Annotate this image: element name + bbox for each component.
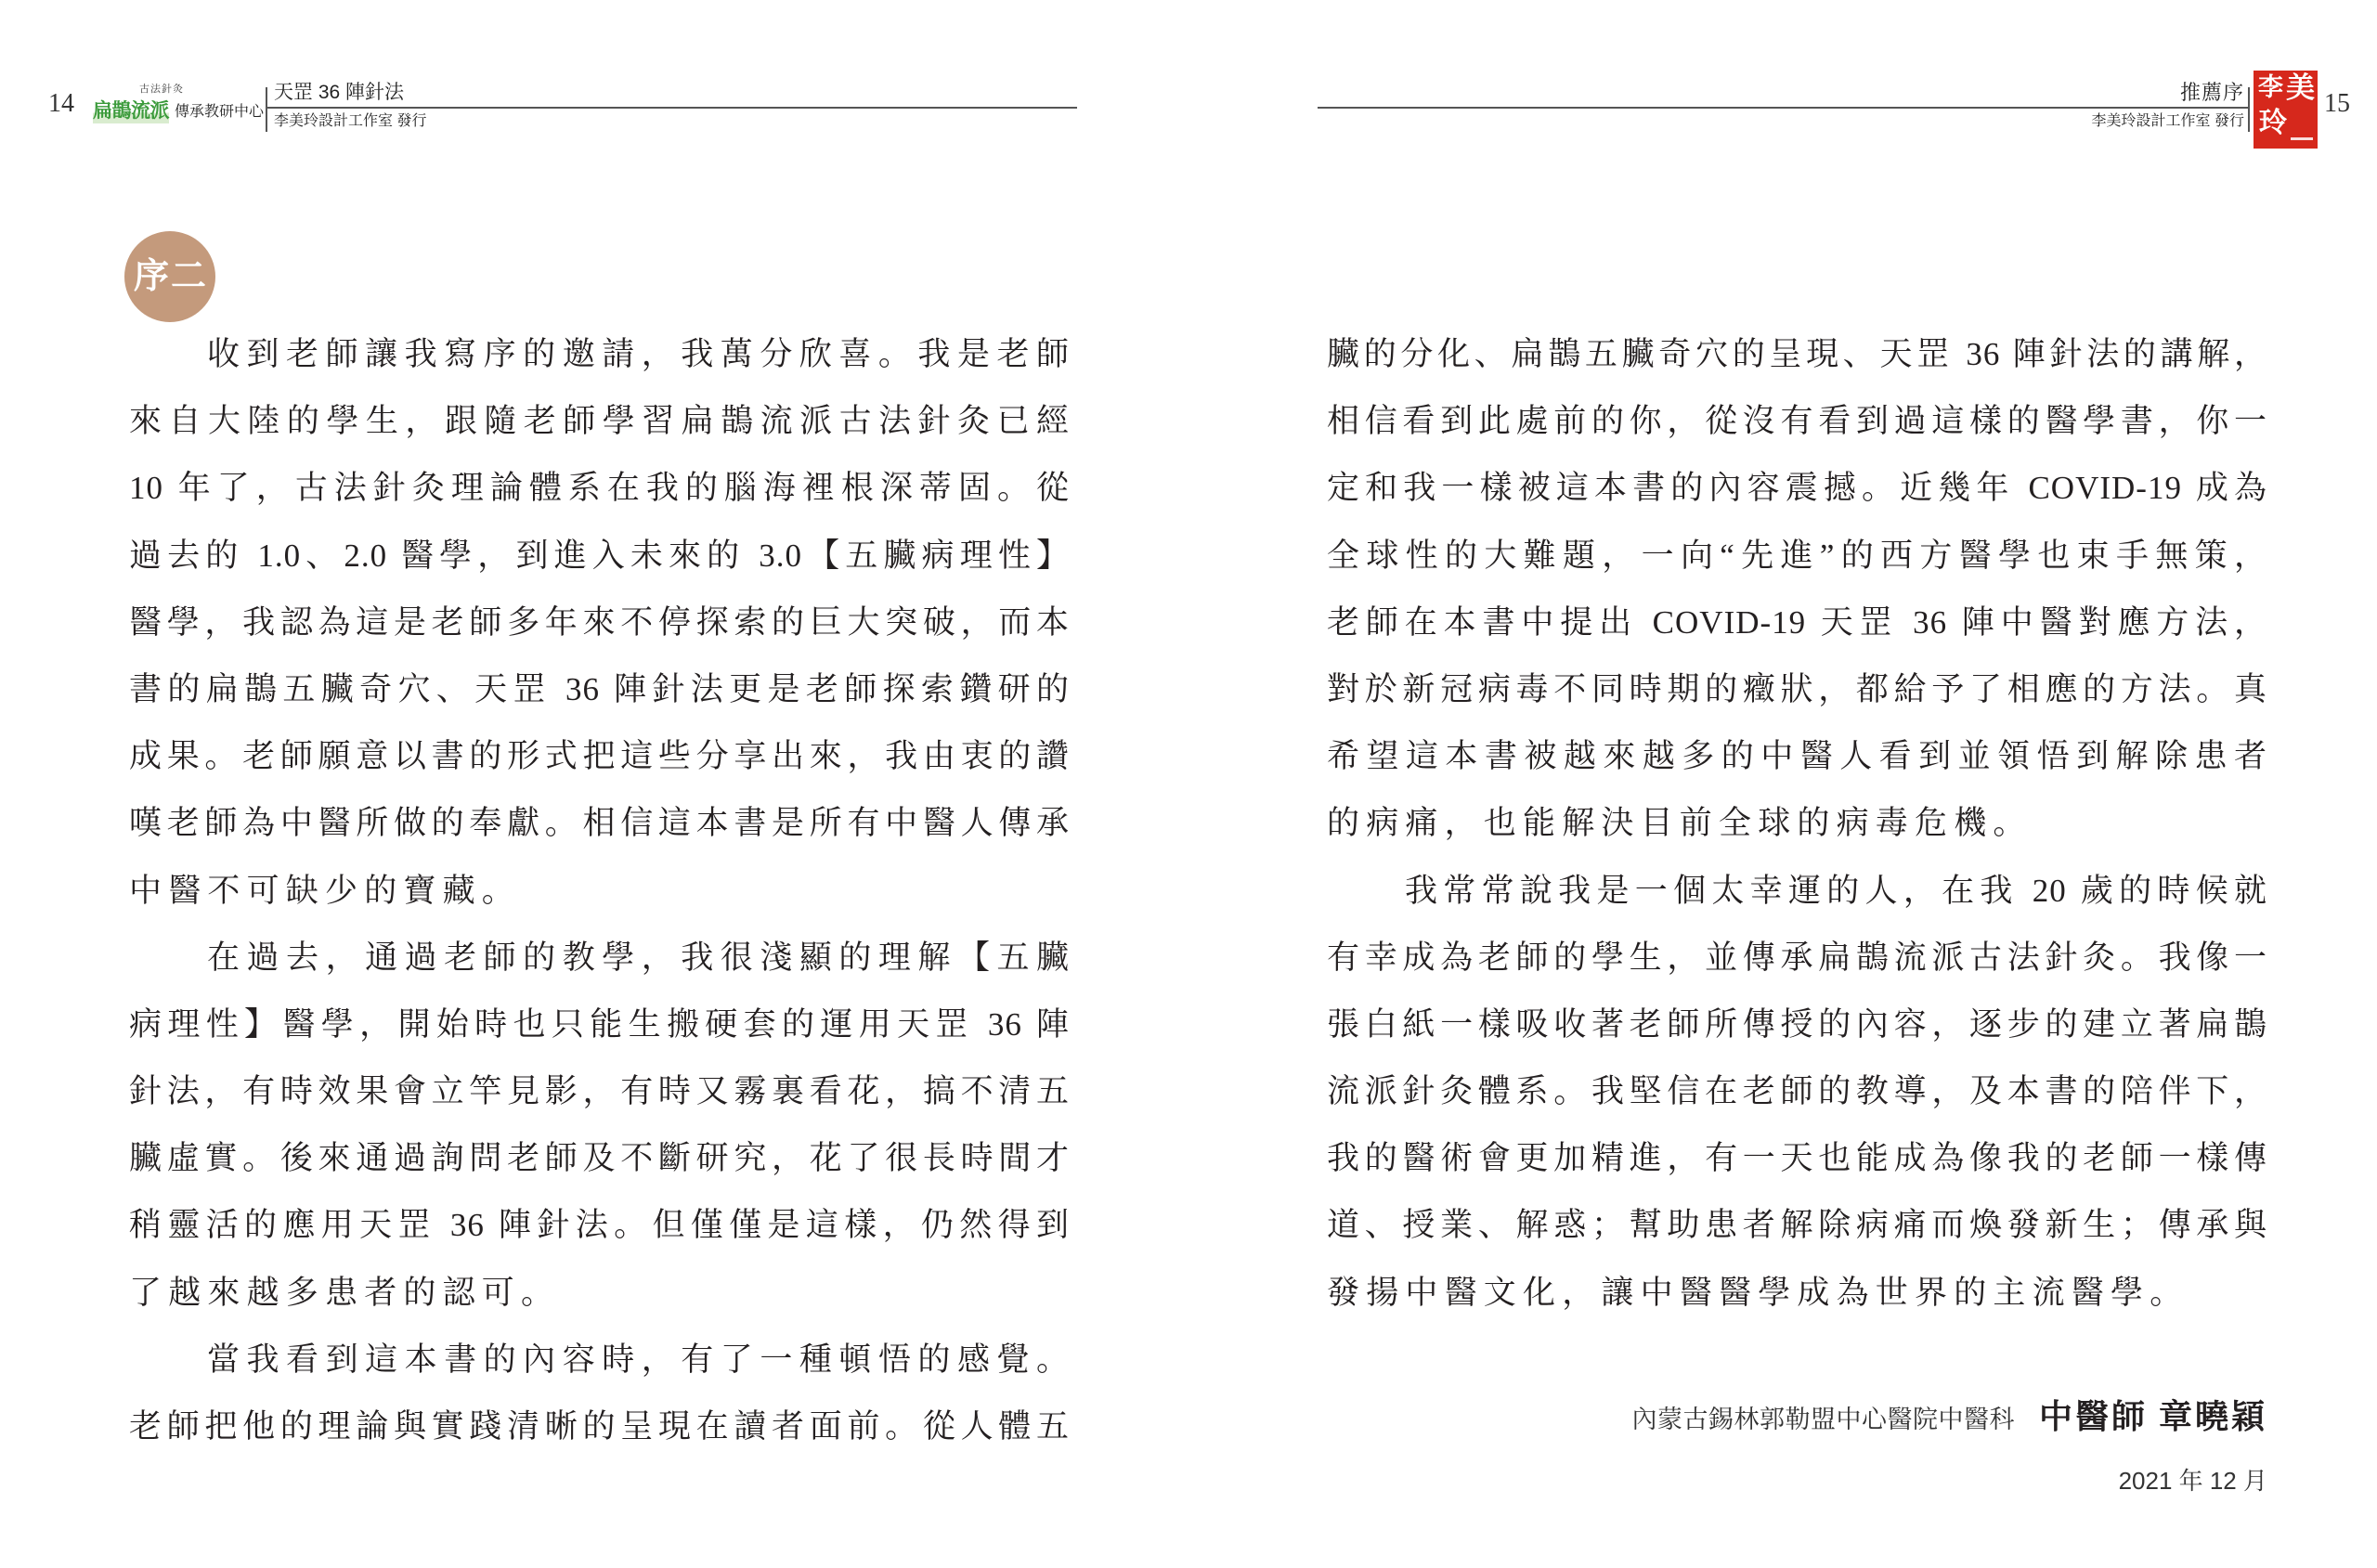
signature-date: 2021 年 12 月 xyxy=(2118,1467,2267,1495)
body-line: 稍靈活的應用天罡 36 陣針法。但僅僅是這樣，仍然得到 xyxy=(129,1207,1070,1244)
paragraph xyxy=(129,1327,1070,1460)
paragraph xyxy=(129,925,1070,1327)
signature-name: 中醫師 章曉穎 xyxy=(2038,1398,2267,1435)
body-line: 針法，有時效果會立竿見影，有時又霧裏看花，搞不清五 xyxy=(129,1073,1070,1110)
body-line: 道、授業、解惑；幫助患者解除病痛而煥發新生；傳承與 xyxy=(1327,1207,2267,1244)
body-line: 老師在本書中提出 COVID-19 天罡 36 陣中醫對應方法， xyxy=(1327,603,2267,641)
logo-glyph: 玲 xyxy=(2259,108,2287,138)
body-line: 有幸成為老師的學生，並傳承扁鵲流派古法針灸。我像一 xyxy=(1327,939,2267,976)
section-badge-label: 序二 xyxy=(133,257,208,296)
publisher-line: 李美玲設計工作室 發行 xyxy=(2091,113,2244,129)
logo-center-text: 傳承教研中心 xyxy=(175,104,265,120)
body-line: 了越來越多患者的認可。 xyxy=(129,1274,561,1311)
logo-brand-text: 扁鵲流派 xyxy=(93,100,169,122)
header-divider xyxy=(266,87,267,132)
page-number-left: 14 xyxy=(48,89,74,118)
body-line: 相信看到此處前的你，從沒有看到過這樣的醫學書，你一 xyxy=(1327,403,2267,440)
paragraph xyxy=(1327,858,2267,1327)
body-line: 書的扁鵲五臟奇穴、天罡 36 陣針法更是老師探索鑽研的 xyxy=(129,670,1070,707)
body-line: 當我看到這本書的內容時，有了一種頓悟的感覺。 xyxy=(207,1341,1070,1378)
header-divider xyxy=(2248,87,2250,132)
section-badge xyxy=(124,231,215,322)
publisher-line: 李美玲設計工作室 發行 xyxy=(274,113,427,129)
body-line: 來自大陸的學生，跟隨老師學習扁鵲流派古法針灸已經 xyxy=(129,403,1070,440)
paragraph xyxy=(129,321,1070,925)
header-rule xyxy=(266,107,1077,109)
signature-affiliation: 內蒙古錫林郭勒盟中心醫院中醫科 xyxy=(1631,1406,2015,1433)
body-text xyxy=(1327,321,2267,1327)
body-line: 全球性的大難題，一向“先進”的西方醫學也束手無策， xyxy=(1327,537,2267,574)
body-line: 的病痛，也能解決目前全球的病毒危機。 xyxy=(1327,805,2033,842)
body-line: 醫學，我認為這是老師多年來不停探索的巨大突破，而本 xyxy=(129,603,1070,641)
body-line: 病理性】醫學，開始時也只能生搬硬套的運用天罡 36 陣 xyxy=(129,1005,1070,1043)
header-rule xyxy=(1318,107,2249,109)
body-line: 流派針灸體系。我堅信在老師的教導，及本書的陪伴下， xyxy=(1327,1073,2267,1110)
body-line: 張白紙一樣吸收著老師所傳授的內容，逐步的建立著扁鵲 xyxy=(1327,1005,2267,1043)
body-line: 我常常說我是一個太幸運的人，在我 20 歲的時候就 xyxy=(1405,872,2267,909)
designer-logo xyxy=(2254,71,2318,149)
section-title: 推薦序 xyxy=(2179,81,2244,104)
body-line: 發揚中醫文化，讓中醫醫學成為世界的主流醫學。 xyxy=(1327,1274,2189,1311)
page-number-right: 15 xyxy=(2324,89,2350,118)
paragraph xyxy=(1327,321,2267,858)
signature xyxy=(1631,1398,2267,1436)
body-line: 我的醫術會更加精進，有一天也能成為像我的老師一樣傳 xyxy=(1327,1140,2267,1177)
book-title: 天罡 36 陣針法 xyxy=(274,82,405,103)
body-line: 臟虛實。後來通過詢問老師及不斷研究，花了很長時間才 xyxy=(129,1140,1070,1177)
body-line: 老師把他的理論與實踐清晰的呈現在讀者面前。從人體五 xyxy=(129,1408,1070,1445)
body-line: 中醫不可缺少的寶藏。 xyxy=(129,872,522,909)
body-line: 過去的 1.0、2.0 醫學，到進入未來的 3.0【五臟病理性】 xyxy=(129,537,1070,574)
logo-mark xyxy=(2291,137,2313,140)
body-line: 成果。老師願意以書的形式把這些分享出來，我由衷的讚 xyxy=(129,738,1070,775)
body-line: 希望這本書被越來越多的中醫人看到並領悟到解除患者 xyxy=(1327,738,2267,775)
logo-glyph: 李 xyxy=(2258,73,2283,101)
logo-small-text: 古法針灸 xyxy=(139,84,184,95)
body-text xyxy=(129,321,1070,1460)
body-line: 嘆老師為中醫所做的奉獻。相信這本書是所有中醫人傳承 xyxy=(129,805,1070,842)
body-line: 在過去，通過老師的教學，我很淺顯的理解【五臟 xyxy=(207,939,1070,976)
body-line: 臟的分化、扁鵲五臟奇穴的呈現、天罡 36 陣針法的講解， xyxy=(1327,336,2267,372)
logo-glyph: 美 xyxy=(2286,71,2315,104)
body-line: 定和我一樣被這本書的內容震撼。近幾年 COVID-19 成為 xyxy=(1327,470,2267,507)
body-line: 收到老師讓我寫序的邀請，我萬分欣喜。我是老師 xyxy=(207,336,1070,372)
body-line: 對於新冠病毒不同時期的癥狀，都給予了相應的方法。真 xyxy=(1327,670,2267,707)
body-line: 10 年了，古法針灸理論體系在我的腦海裡根深蒂固。從 xyxy=(129,470,1070,507)
